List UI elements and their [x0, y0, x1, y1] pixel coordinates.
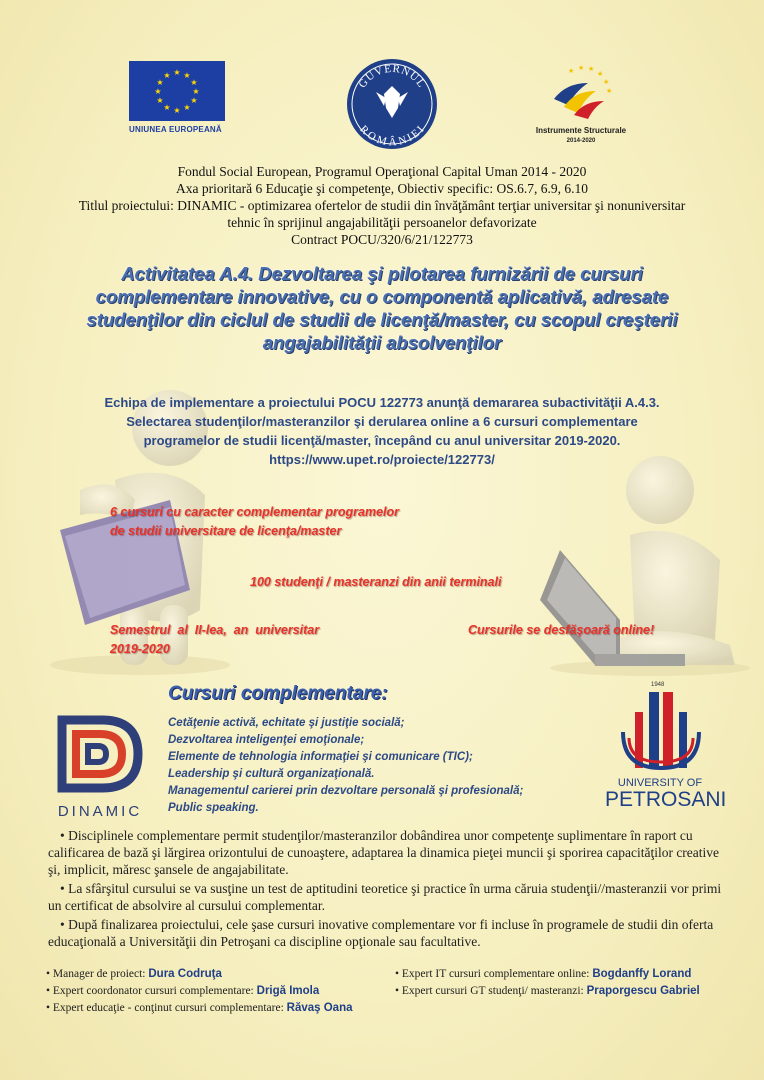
activity-title-line-1: Activitatea A.4. Dezvoltarea şi pilotarea furnizării de cursuri — [121, 263, 643, 284]
svg-text:★: ★ — [163, 71, 171, 80]
list-item — [395, 983, 700, 1000]
courses-count-highlight — [110, 503, 399, 541]
header-line-1: Fondul Social European, Programul Operaţional Capital Uman 2014 - 2020 — [177, 164, 587, 179]
university-petrosani-logo — [605, 682, 727, 812]
team-role: • Manager de proiect: — [46, 968, 149, 980]
eu-caption: UNIUNEA EUROPEANĂ — [129, 125, 222, 134]
structural-instruments-icon — [546, 61, 616, 121]
svg-text:★: ★ — [603, 78, 610, 86]
courses-title: Cursuri complementare: — [168, 683, 388, 704]
team-role: • Expert educaţie - conţinut cursuri complementare: — [46, 1002, 287, 1014]
svg-text:★: ★ — [154, 87, 162, 96]
government-seal-icon — [346, 58, 438, 150]
university-line-2: PETROSANI — [605, 788, 727, 811]
header-line-5: Contract POCU/320/6/21/122773 — [291, 232, 473, 247]
project-header — [20, 163, 744, 248]
svg-text:★: ★ — [173, 68, 181, 77]
online-highlight: Cursurile se desfăşoară online! — [468, 623, 655, 637]
svg-text:★: ★ — [192, 87, 200, 96]
list-item — [395, 966, 700, 983]
team-member-name: Răvaş Oana — [286, 1002, 353, 1014]
svg-text:★: ★ — [156, 78, 164, 87]
svg-text:★: ★ — [173, 106, 181, 115]
students-count-highlight: 100 studenţi / masteranzi din anii terminali — [250, 575, 502, 589]
svg-text:★: ★ — [183, 71, 191, 80]
activity-title-line-4: angajabilităţii absolvenţilor — [262, 332, 502, 353]
list-item: Managementul carierei prin dezvoltare personală şi profesională; — [168, 785, 524, 797]
announcement-line-3: programelor de studii licenţă/master, începând cu anul universitar 2019-2020. — [143, 433, 621, 448]
list-item: Dezvoltarea inteligenţei emoţionale; — [168, 734, 365, 746]
courses-count-line-2: de studii universitare de licenţa/master — [110, 524, 342, 538]
paragraph-3: • După finalizarea proiectului, cele şase cursuri inovative complementare vor fi incluse în programele de studii din oferta educaţională a Universităţii din Petroşani ca discipline opţionale sau facultative. — [48, 917, 714, 949]
list-item — [46, 983, 353, 1000]
structural-instruments-logo — [526, 61, 636, 149]
team-list-right — [395, 966, 700, 1000]
svg-text:★: ★ — [183, 103, 191, 112]
team-member-name: Bogdanffy Lorand — [592, 968, 692, 980]
team-role: • Expert cursuri GT studenţi/ masteranzi: — [395, 985, 587, 997]
eu-flag-icon — [129, 61, 225, 121]
structural-instruments-period: 2014-2020 — [566, 138, 596, 144]
header-line-2: Axa prioritară 6 Educaţie şi competenţe, Obiectiv specific: OS.6.7, 6.9, 6.10 — [175, 181, 588, 196]
dinamic-logo-icon — [52, 710, 148, 796]
paragraph-1: • Disciplinele complementare permit studenţilor/masteranzilor dobândirea unor competenţe suplimentare în raport cu calificarea de bază şi lărgirea orizontului de cunoaştere, adaptarea la dinamica pieţei muncii şi sporirea capacităţilor creative şi, implicit, măresc şansele de angajabilitate. — [48, 828, 720, 877]
header-line-3: Titlul proiectului: DINAMIC - optimizarea ofertelor de studii din învăţământ terţiar universitar şi nonuniversitar — [78, 198, 686, 213]
svg-text:★: ★ — [606, 87, 613, 95]
svg-text:★: ★ — [190, 78, 198, 87]
university-line-1: UNIVERSITY OF — [617, 777, 703, 789]
team-member-name: Praporgescu Gabriel — [586, 985, 700, 997]
announcement — [50, 393, 714, 469]
svg-text:★: ★ — [190, 96, 198, 105]
paragraph-2: • La sfârşitul cursului se va susţine un test de aptitudini teoretice şi practice în urma căruia studenţii//masteranzii vor primi un certificat de absolvire al cursului complementar. — [48, 881, 722, 913]
svg-text:★: ★ — [568, 67, 575, 75]
svg-text:★: ★ — [156, 96, 164, 105]
activity-title-line-2: complementare innovative, cu o componentă aplicativă, adresate — [95, 286, 669, 307]
semester-line-2: 2019-2020 — [110, 642, 170, 656]
list-item: Cetăţenie activă, echitate şi justiţie socială; — [168, 717, 405, 729]
activity-title — [70, 262, 694, 354]
government-logo — [346, 58, 438, 150]
eu-logo — [129, 61, 225, 139]
semester-line-1: Semestrul al II-lea, an universitar — [110, 623, 320, 637]
structural-instruments-caption: Instrumente Structurale — [535, 126, 627, 135]
course-list — [168, 715, 523, 817]
university-founding-year: 1948 — [651, 682, 665, 688]
courses-count-line-1: 6 cursuri cu caracter complementar programelor — [110, 505, 400, 519]
svg-text:★: ★ — [578, 64, 585, 72]
dinamic-wordmark: DINAMIC — [57, 803, 143, 820]
gov-text-bottom: ROMÂNIEI — [357, 123, 428, 149]
list-item — [46, 966, 353, 983]
university-emblem-icon — [605, 688, 715, 772]
svg-text:★: ★ — [163, 103, 171, 112]
project-url-link[interactable]: https://www.upet.ro/proiecte/122773/ — [269, 452, 495, 467]
announcement-line-2: Selectarea studenţilor/masteranzilor şi derularea online a 6 cursuri complementare — [126, 414, 638, 429]
list-item: Leadership şi cultură organizaţională. — [168, 768, 375, 780]
activity-title-line-3: studenţilor din ciclul de studii de licenţă/master, cu scopul creşterii — [86, 309, 678, 330]
team-member-name: Drigă Imola — [256, 985, 320, 997]
team-member-name: Dura Codruţa — [148, 968, 222, 980]
body-paragraphs — [48, 827, 728, 952]
team-role: • Expert IT cursuri complementare online: — [395, 968, 593, 980]
list-item: Public speaking. — [168, 802, 259, 814]
team-role: • Expert coordonator cursuri complementare: — [46, 985, 257, 997]
list-item: Elemente de tehnologia informaţiei şi comunicare (TIC); — [168, 751, 473, 763]
semester-highlight — [110, 621, 319, 659]
laptop-figure-illustration — [520, 440, 760, 680]
team-list-left — [46, 966, 353, 1017]
svg-text:★: ★ — [588, 65, 595, 73]
header-line-4: tehnic în sprijinul angajabilităţii persoanelor defavorizate — [227, 215, 537, 230]
svg-text:★: ★ — [597, 70, 604, 78]
announcement-line-1: Echipa de implementare a proiectului POCU 122773 anunţă demararea subactivităţii A.4.3. — [104, 395, 660, 410]
gov-text-top: GUVERNUL — [356, 62, 428, 91]
list-item — [46, 1000, 353, 1017]
dinamic-logo — [50, 710, 150, 820]
